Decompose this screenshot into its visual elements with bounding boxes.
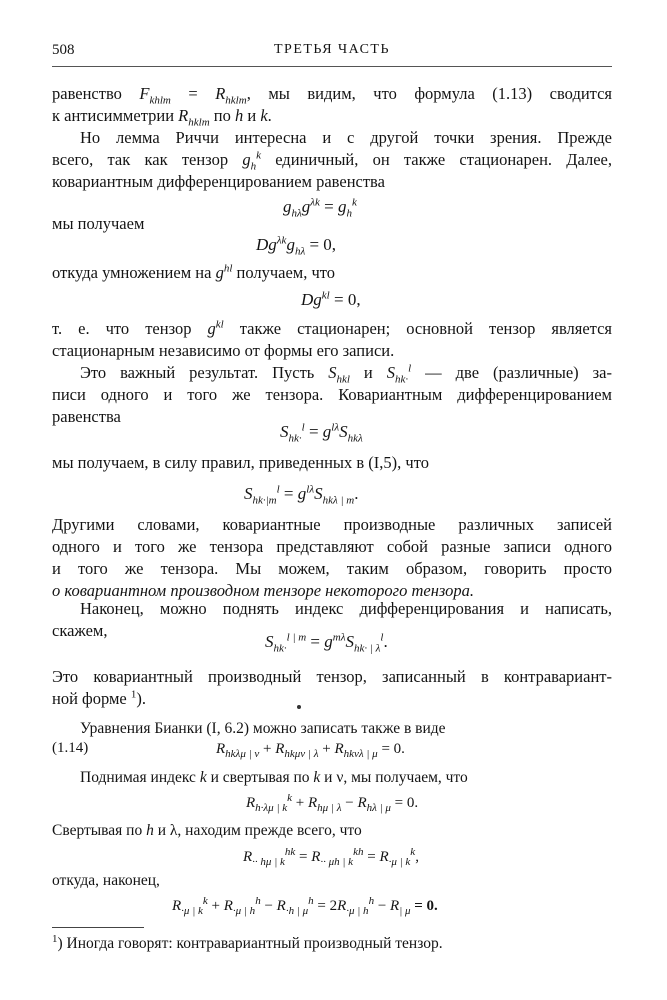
text-line: Свертывая по h и λ, находим прежде всего, что bbox=[52, 822, 362, 839]
text-line: откуда умножением на $g^{hl}$ получаем, что bbox=[52, 262, 336, 282]
text-line: мы получаем, в силу правил, приведенных в (I,5), что bbox=[52, 453, 429, 472]
equation: $R_{h\cdot\lambda\mu | k}^k + R_{h\mu | \lambda} - R_{h\lambda | \mu} = 0$. bbox=[246, 792, 419, 814]
text-line: Уравнения Бианки (I, 6.2) можно записать также в виде bbox=[80, 720, 446, 737]
header-rule bbox=[52, 66, 612, 67]
text-line: к антисимметрии $R_{hklm}$ по h и k. bbox=[52, 106, 272, 129]
print-speck bbox=[297, 705, 301, 709]
text-line: Но лемма Риччи интересна и с другой точки зрения. Прежде bbox=[80, 128, 612, 147]
equation: $g_{h\lambda}g^{\lambda k} = g_h^k$ bbox=[283, 196, 357, 220]
text-line: Это ковариантный производный тензор, записанный в контравариант- bbox=[52, 667, 612, 686]
text-line: Поднимая индекс k и свертывая по k и ν, мы получаем, что bbox=[80, 769, 468, 786]
equation: $S_{hk\cdot|m}^l = g^{l\lambda}S_{hk\lambda | m}$. bbox=[244, 483, 359, 507]
equation: $S_{hk\cdot}^{l | m} = g^{m\lambda}S_{hk\cdot | \lambda}^l$. bbox=[265, 631, 388, 655]
footnote-rule bbox=[52, 927, 144, 928]
text-line: т. е. что тензор $g^{kl}$ также стационарен; основной тензор является bbox=[52, 318, 612, 338]
footnote: $^1$) Иногда говорят: контравариантный производный тензор. bbox=[52, 932, 443, 952]
equation: $Dg^{\lambda k}g_{h\lambda} = 0$, bbox=[256, 234, 337, 258]
text-line: Это важный результат. Пусть $S_{hkl}$ и $S_{hk\cdot}^l$ — две (различные) за- bbox=[80, 362, 612, 386]
equation-number: (1.14) bbox=[52, 740, 89, 756]
text-line: писи одного и того же тензора. Ковариантным дифференцированием bbox=[52, 385, 612, 404]
equation: $R_{hk\lambda\mu | \nu} + R_{hk\mu\nu | \lambda} + R_{hk\nu\lambda | \mu} = 0$. bbox=[216, 741, 405, 760]
equation: $R_{\cdot\mu | k}^k + R_{\cdot\mu | h}^h - R_{\cdot h | \mu}^h = 2R_{\cdot\mu | h}^h - R_{| \mu} = 0$. bbox=[172, 895, 438, 917]
text-line: скажем, bbox=[52, 621, 108, 640]
text-line: всего, так как тензор $g_h^k$ единичный, он также стационарен. Далее, bbox=[52, 149, 612, 173]
text-line: равенство $F_{khlm} = R_{hklm}$, мы видим, что формула (1.13) сводится bbox=[52, 84, 612, 107]
text-line: ковариантным дифференцированием равенства bbox=[52, 172, 385, 191]
text-line: мы получаем bbox=[52, 214, 145, 233]
running-header bbox=[52, 42, 612, 66]
text-line: и того же тензора. Мы можем, таким образом, говорить просто bbox=[52, 559, 612, 578]
text-line: ной форме $^1$). bbox=[52, 688, 146, 708]
equation: $S_{hk\cdot}^l = g^{l\lambda}S_{hk\lambda}$ bbox=[280, 421, 363, 445]
text-line: о ковариантном производном тензоре некоторого тензора. bbox=[52, 581, 474, 600]
equation: $Dg^{kl} = 0$, bbox=[301, 289, 361, 309]
text-line: Наконец, можно поднять индекс дифференцирования и написать, bbox=[80, 599, 612, 618]
text-line: откуда, наконец, bbox=[52, 872, 160, 889]
equation: $R_{\cdot\cdot h\mu | k}^{hk} = R_{\cdot\cdot \mu h | k}^{kh} = R_{\cdot\mu | k}^k$, bbox=[243, 846, 419, 868]
text-line: одного и того же тензора представляют собой разные записи одного bbox=[52, 537, 612, 556]
page-number: 508 bbox=[52, 42, 75, 58]
text-line: Другими словами, ковариантные производные различных записей bbox=[52, 515, 612, 534]
text-line: стационарным независимо от формы его записи. bbox=[52, 341, 395, 360]
running-title: ТРЕТЬЯ ЧАСТЬ bbox=[273, 42, 390, 57]
text-line: равенства bbox=[52, 407, 121, 426]
